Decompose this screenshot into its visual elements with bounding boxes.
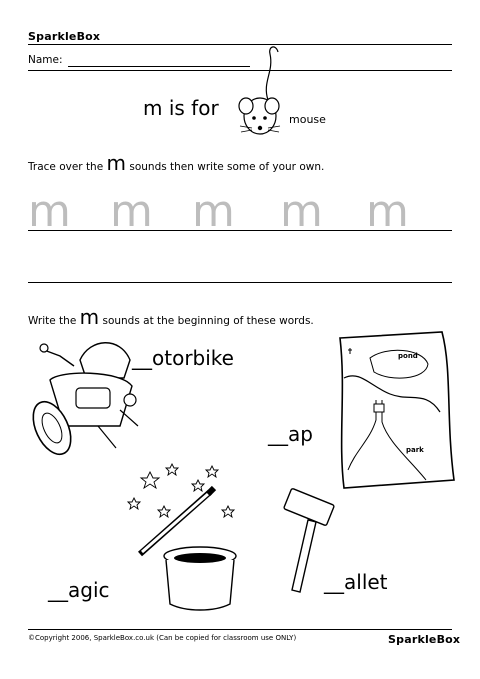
trace-baseline [28,230,452,231]
instruction-write-post: sounds at the beginning of these words. [102,315,314,327]
word-mallet [324,572,388,592]
map-icon [330,330,456,492]
title-is-for: is for [168,96,219,120]
trace-letter: m [280,186,324,237]
word-blank[interactable]: __ [324,570,344,594]
name-line[interactable] [68,66,250,67]
magic-hat-icon [110,460,260,620]
word-rest: allet [344,570,388,594]
footer-copyright: ©Copyright 2006, SparkleBox.co.uk (Can be copied for classroom use ONLY) [28,634,297,642]
footer-rule [28,629,452,630]
instruction-trace-letter: m [106,151,127,175]
writing-line[interactable] [28,282,452,283]
word-map [268,424,313,444]
word-rest: ap [288,422,313,446]
instruction-write-letter: m [79,305,100,329]
title [143,96,219,120]
word-magic [48,580,110,600]
map-label-park: park [406,446,424,454]
instruction-write-pre: Write the [28,315,77,327]
mouse-icon [232,42,292,142]
instruction-trace-pre: Trace over the [28,161,104,173]
instruction-trace-post: sounds then write some of your own. [129,161,325,173]
title-letter: m [143,96,163,120]
word-blank[interactable]: __ [268,422,288,446]
word-rest: agic [68,578,110,602]
name-label: Name: [28,54,63,66]
trace-letter: m [192,186,236,237]
word-blank[interactable]: __ [132,346,152,370]
word-blank[interactable]: __ [48,578,68,602]
motorbike-icon [20,330,140,460]
trace-letter: m [366,186,410,237]
instruction-write [28,307,314,327]
header-brand: SparkleBox [28,30,101,43]
map-label-pond: pond [398,352,418,360]
instruction-trace [28,153,324,173]
trace-letter: m [110,186,154,237]
footer-brand: SparkleBox [388,633,461,646]
trace-letter: m [28,186,72,237]
word-rest: otorbike [152,346,234,370]
mouse-label: mouse [289,113,326,126]
word-motorbike [132,348,234,368]
